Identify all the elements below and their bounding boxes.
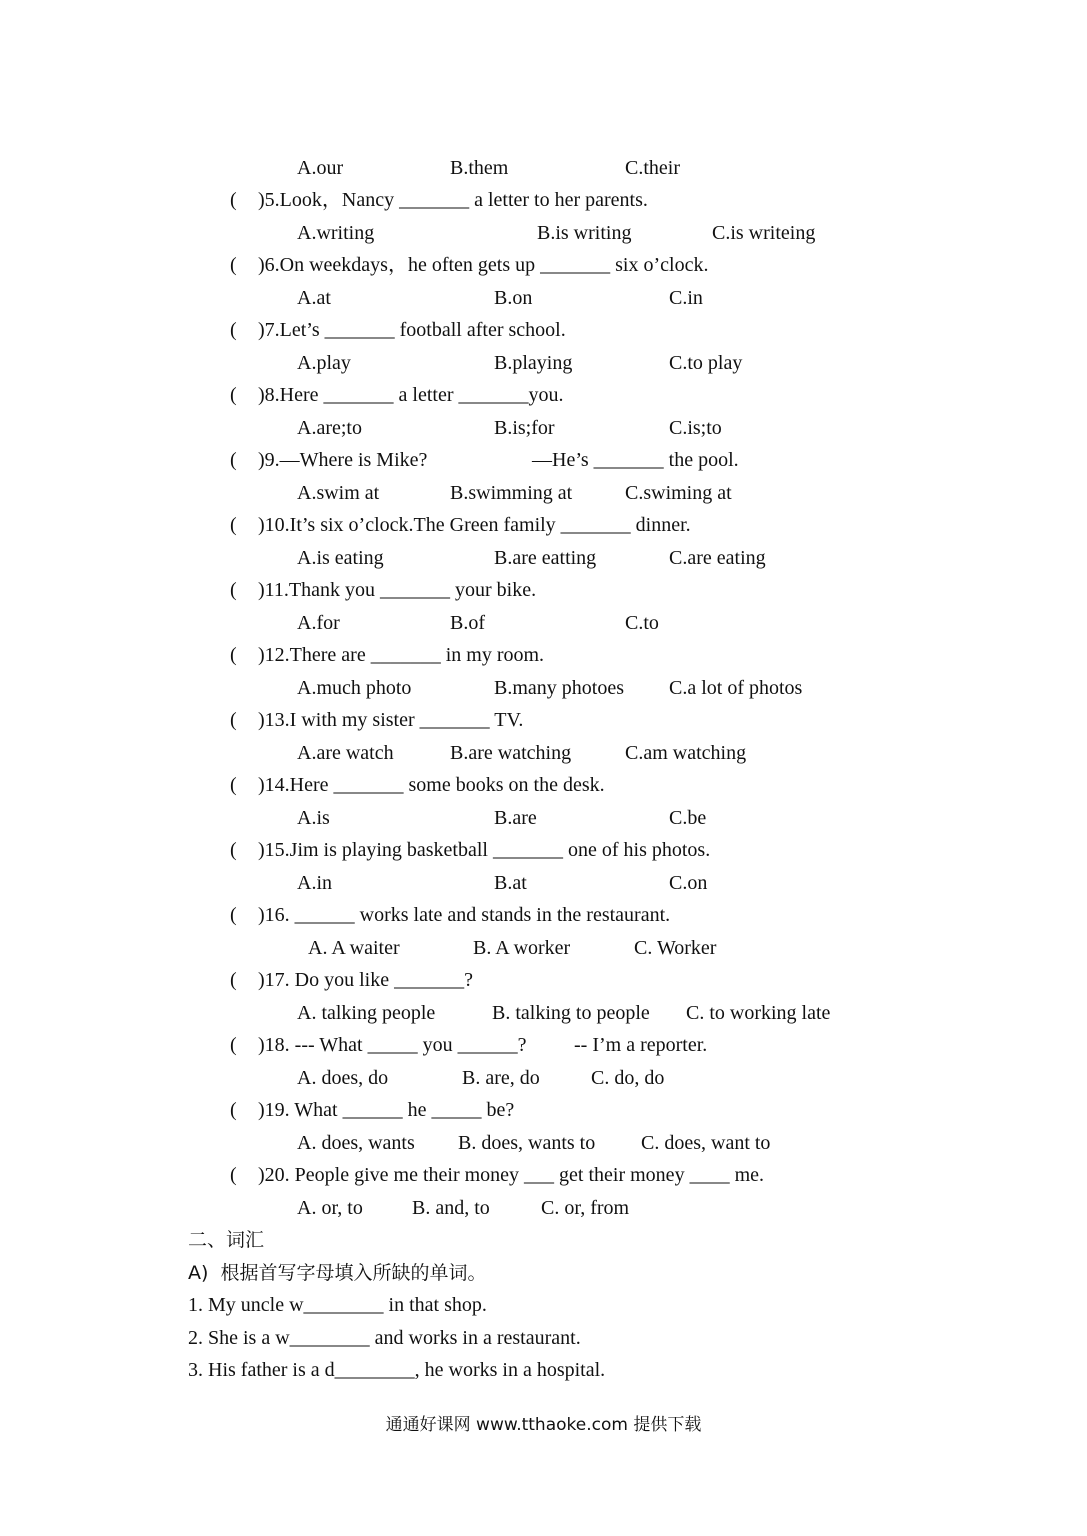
answer-paren[interactable]: ( [230, 969, 237, 991]
option-a: A. does, do [297, 1067, 389, 1089]
section-instruction: A) 根据首写字母填入所缺的单词。 [188, 1262, 487, 1284]
option-c: C. do, do [591, 1067, 665, 1089]
option-b: B.them [450, 157, 509, 179]
option-a: A.is eating [297, 547, 384, 569]
option-b: B.on [494, 287, 533, 309]
option-b: B. does, wants to [458, 1132, 596, 1154]
option-c: C.on [669, 872, 708, 894]
vocab-item: 3. His father is a d________, he works in a hospital. [188, 1359, 606, 1381]
vocab-item: 1. My uncle w________ in that shop. [188, 1294, 487, 1316]
answer-paren[interactable]: ( [230, 904, 237, 926]
answer-paren[interactable]: ( [230, 579, 237, 601]
option-b: B.are watching [450, 742, 572, 764]
vocab-item: 2. She is a w________ and works in a restaurant. [188, 1327, 581, 1349]
answer-paren[interactable]: ( [230, 254, 237, 276]
question-text: )6.On weekdays，he often gets up _______ six o’clock. [258, 254, 709, 276]
answer-paren[interactable]: ( [230, 774, 237, 796]
option-a: A.our [297, 157, 344, 179]
section-title: 二、词汇 [188, 1229, 265, 1251]
question-text: )14.Here _______ some books on the desk. [258, 774, 605, 796]
option-a: A.much photo [297, 677, 412, 699]
option-a: A.are watch [297, 742, 394, 764]
question-text: )13.I with my sister _______ TV. [258, 709, 524, 731]
option-a: A.writing [297, 222, 375, 244]
option-b: B.is;for [494, 417, 555, 439]
question-text-reply: —He’s _______ the pool. [532, 449, 739, 471]
answer-paren[interactable]: ( [230, 644, 237, 666]
answer-paren[interactable]: ( [230, 514, 237, 536]
option-a: A.play [297, 352, 351, 374]
option-a: A.are;to [297, 417, 362, 439]
question-text: )16. ______ works late and stands in the restaurant. [258, 904, 671, 926]
option-c: C.is;to [669, 417, 722, 439]
option-b: B.of [450, 612, 485, 634]
option-c: C.in [669, 287, 703, 309]
option-b: B. are, do [462, 1067, 540, 1089]
option-c: C.a lot of photos [669, 677, 803, 699]
option-b: B. A worker [473, 937, 571, 959]
option-b: B. talking to people [492, 1002, 650, 1024]
question-text: )9.—Where is Mike? [258, 449, 428, 471]
option-b: B. and, to [412, 1197, 490, 1219]
option-c: C.to play [669, 352, 743, 374]
option-c: C.to [625, 612, 659, 634]
option-c: C. Worker [634, 937, 717, 959]
question-text: )20. People give me their money ___ get their money ____ me. [258, 1164, 764, 1186]
question-text: )19. What ______ he _____ be? [258, 1099, 515, 1121]
option-c: C. to working late [686, 1002, 831, 1024]
option-a: A.is [297, 807, 330, 829]
option-c: C.their [625, 157, 680, 179]
option-a: A. A waiter [308, 937, 400, 959]
answer-paren[interactable]: ( [230, 1164, 237, 1186]
option-b: B.swimming at [450, 482, 573, 504]
option-a: A.swim at [297, 482, 380, 504]
option-a: A. or, to [297, 1197, 363, 1219]
question-text: )7.Let’s _______ football after school. [258, 319, 566, 341]
option-b: B.are eatting [494, 547, 597, 569]
option-a: A. talking people [297, 1002, 436, 1024]
question-text-reply: -- I’m a reporter. [574, 1034, 708, 1056]
option-b: B.is writing [537, 222, 632, 244]
answer-paren[interactable]: ( [230, 449, 237, 471]
question-text: )12.There are _______ in my room. [258, 644, 545, 666]
answer-paren[interactable]: ( [230, 839, 237, 861]
answer-paren[interactable]: ( [230, 319, 237, 341]
option-c: C. or, from [541, 1197, 630, 1219]
answer-paren[interactable]: ( [230, 384, 237, 406]
question-text: )5.Look，Nancy _______ a letter to her parents. [258, 189, 648, 211]
option-a: A.for [297, 612, 340, 634]
option-a: A.at [297, 287, 331, 309]
option-b: B.playing [494, 352, 573, 374]
question-text: )11.Thank you _______ your bike. [258, 579, 537, 601]
option-c: C. does, want to [641, 1132, 771, 1154]
question-text: )15.Jim is playing basketball _______ one of his photos. [258, 839, 711, 861]
option-c: C.is writeing [712, 222, 816, 244]
answer-paren[interactable]: ( [230, 189, 237, 211]
question-text: )17. Do you like _______? [258, 969, 473, 991]
option-b: B.at [494, 872, 527, 894]
question-text: )10.It’s six o’clock.The Green family _______ dinner. [258, 514, 691, 536]
answer-paren[interactable]: ( [230, 1034, 237, 1056]
option-a: A.in [297, 872, 332, 894]
answer-paren[interactable]: ( [230, 1099, 237, 1121]
page-footer: 通通好课网 www.tthaoke.com 提供下载 [385, 1415, 702, 1435]
option-c: C.am watching [625, 742, 747, 764]
option-c: C.are eating [669, 547, 766, 569]
option-b: B.are [494, 807, 537, 829]
option-c: C.be [669, 807, 707, 829]
question-text: )8.Here _______ a letter _______you. [258, 384, 564, 406]
question-text: )18. --- What _____ you ______? [258, 1034, 527, 1056]
option-b: B.many photoes [494, 677, 624, 699]
option-a: A. does, wants [297, 1132, 415, 1154]
option-c: C.swiming at [625, 482, 732, 504]
answer-paren[interactable]: ( [230, 709, 237, 731]
